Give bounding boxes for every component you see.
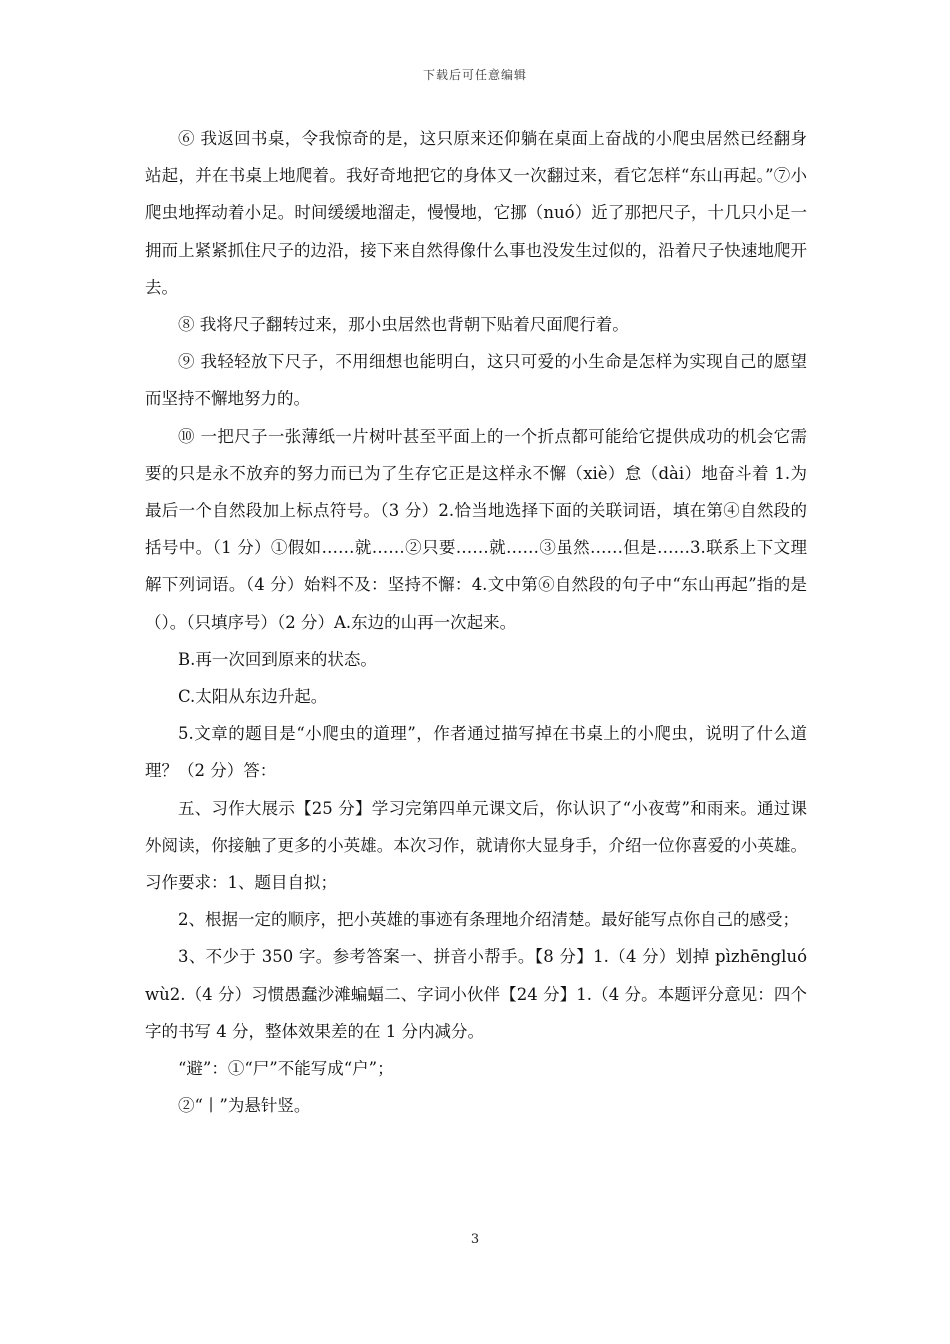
writing-requirement-3-answers: 3、不少于 350 字。参考答案一、拼音小帮手。【8 分】1.（4 分）划掉 pìzhēngluówù2.（4 分）习惯愚蠢沙滩蝙蝠二、字词小伙伴【24 分】1.（4 分。本题评分意见：四个字的书写 4 分，整体效果差的在 1 分内减分。	[145, 947, 807, 1041]
page-number: 3	[470, 1232, 480, 1247]
paragraph-8: ⑧ 我将尺子翻转过来，那小虫居然也背朝下贴着尺面爬行着。	[178, 315, 629, 335]
option-c: C.太阳从东边升起。	[178, 687, 328, 707]
question-5: 5.文章的题目是“小爬虫的道理”，作者通过描写掉在书桌上的小爬虫，说明了什么道理？（2 分）答：	[145, 724, 807, 781]
paragraph-6-7: ⑥ 我返回书桌，令我惊奇的是，这只原来还仰躺在桌面上奋战的小爬虫居然已经翻身站起，并在书桌上地爬着。我好奇地把它的身体又一次翻过来，看它怎样“东山再起。”⑦小爬虫地挥动着小足。时间缓缓地溜走，慢慢地，它挪（nuó）近了那把尺子，十几只小足一拥而上紧紧抓住尺子的边沿，接下来自然得像什么事也没发生过似的，沿着尺子快速地爬开去。	[145, 129, 807, 297]
option-b: B.再一次回到原来的状态。	[178, 649, 377, 669]
answer-note-bi: “避”：①“尸”不能写成“户”；	[178, 1059, 394, 1079]
document-body	[145, 120, 807, 1124]
paragraph-10-questions: ⑩ 一把尺子一张薄纸一片树叶甚至平面上的一个折点都可能给它提供成功的机会它需要的只是永不放弃的努力而已为了生存它正是这样永不懈（xiè）怠（dài）地奋斗着 1.为最后一个自然段加上标点符号。（3 分）2.恰当地选择下面的关联词语，填在第④自然段的括号中。（1 分）①假如……就……②只要……就……③虽然……但是……3.联系上下文理解下列词语。（4 分）始料不及：坚持不懈：4.文中第⑥自然段的句子中“东山再起”指的是（）。（只填序号）（2 分）A.东边的山再一次起来。	[145, 426, 807, 632]
section-five-writing: 五、习作大展示【25 分】学习完第四单元课文后，你认识了“小夜莺”和雨来。通过课外阅读，你接触了更多的小英雄。本次习作，就请你大显身手，介绍一位你喜爱的小英雄。习作要求：1、题目自拟；	[145, 798, 807, 893]
page-header: 下载后可任意编辑	[422, 68, 527, 82]
writing-requirement-2: 2、根据一定的顺序，把小英雄的事迹有条理地介绍清楚。最好能写点你自己的感受；	[178, 910, 799, 930]
answer-note-stroke: ②“丨”为悬针竖。	[178, 1096, 311, 1116]
paragraph-9: ⑨ 我轻轻放下尺子，不用细想也能明白，这只可爱的小生命是怎样为实现自己的愿望而坚持不懈地努力的。	[145, 352, 807, 409]
